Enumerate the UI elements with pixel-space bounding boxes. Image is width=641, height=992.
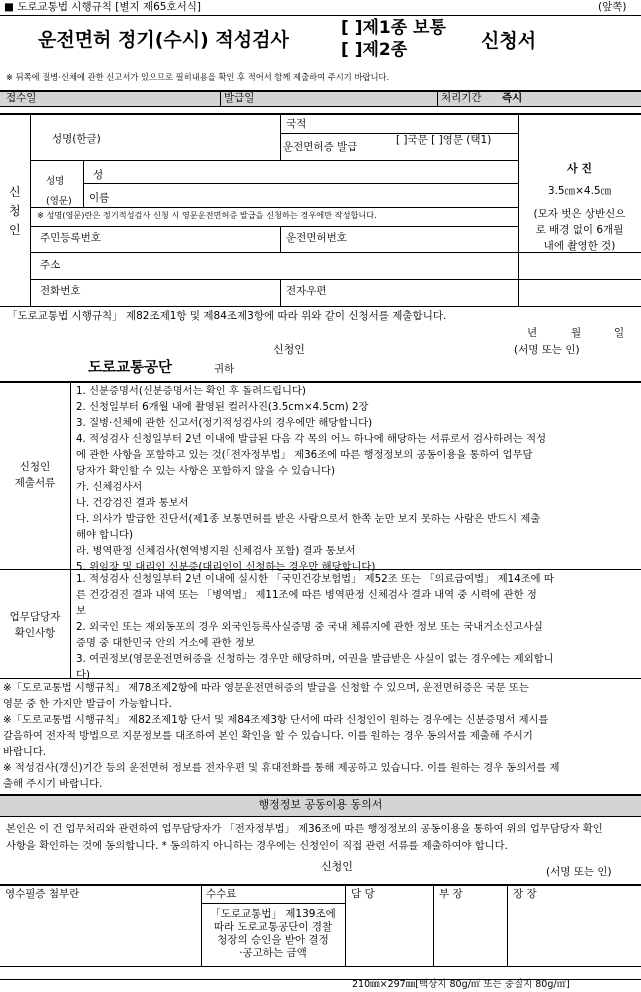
receipt-stamp-area-label: 영수필증 첨부란 [5, 888, 80, 900]
issue-date-label: 발급일 [224, 92, 255, 104]
english-name-note: ※ 성명(영문)란은 정기적성검사 신청 시 영문운전면허증 발급을 신청하는 경우에만 작성합니다. [37, 210, 377, 220]
consent-text: 본인은 이 건 업무처리와 관련하여 업무담당자가 「전자정부법」 제36조에 따른 행정정보의 공동이용을 통하여 위의 업무담당자 확인 사항을 확인하는 것에 동의합니다. * 동의하지 아니하는 경우에는 신청인이 직접 관련 서류를 제출하여야 합니다. [6, 823, 603, 852]
photo-instructions: (모자 벗은 상반신으 로 배경 없이 6개월 내에 촬영한 것) [533, 208, 626, 252]
chief-label: 부 장 [439, 888, 463, 900]
notes-list: ※「도로교통법 시행규칙」 제78조제2항에 따라 영문운전면허증의 발급을 신청할 수 있으며, 운전면허증은 국문 또는 영문 중 한 가지만 발급이 가능합니다. ※「도로교통법 시행규칙」 제82조제1항 단서 및 제84조제3항 단서에 따라 신청인이 원하는 경우에는 신분증명서 제시를 갈음하여 전자적 방법으로 지문정보를 대조하여 본인 확인을 할 수 있습니다. 이를 원하는 경우 동의서를 제출해 주시기 바랍니다. ※ 적성검사(갱신)기간 등의 운전면허 정보를 전자우편 및 휴대전화를 통해 제공하고 있습니다. 이를 원하는 경우 동의서를 제 출해 주시기 바랍니다. [3, 682, 560, 790]
license-issue-options[interactable]: [ ]국문 [ ]영문 (택1) [396, 134, 492, 146]
officer-check-label: 업무담당자 확인사항 [9, 611, 61, 639]
declaration-sign-label: (서명 또는 인) [514, 344, 580, 356]
name-korean-label: 성명(한글) [52, 133, 101, 145]
name-english-label: 성명 (영문) [46, 176, 72, 207]
address-label: 주소 [40, 259, 61, 271]
license-number-label: 운전면허번호 [286, 232, 347, 244]
surname-label: 성 [93, 169, 104, 181]
form-reference: ■ 도로교통법 시행규칙 [별지 제65호서식] [4, 1, 201, 13]
email-label: 전자우편 [286, 285, 327, 297]
processing-period-value: 즉시 [502, 92, 523, 104]
photo-title: 사 진 [566, 162, 593, 175]
recipient-name: 도로교통공단 [88, 360, 173, 376]
fee-description: 「도로교통법」 제139조에 따라 도로교통공단이 경찰 청장의 승인을 받아 결정 ·공고하는 금액 [210, 908, 336, 959]
paper-spec: 210㎜×297㎜[백상지 80g/㎡ 또는 중질지 80g/㎡] [352, 979, 570, 990]
consent-applicant-label: 신청인 [321, 860, 353, 873]
receipt-date-label: 접수일 [6, 92, 37, 104]
resident-number-label: 주민등록번호 [40, 232, 101, 244]
officer-label: 담 당 [351, 888, 375, 900]
processing-period-label: 처리기간 [441, 92, 482, 104]
receipt-row [0, 90, 641, 107]
form-title-suffix: 신청서 [481, 30, 537, 52]
declaration-applicant-label: 신청인 [273, 343, 305, 356]
phone-label: 전화번호 [40, 285, 81, 297]
given-name-label: 이름 [89, 192, 110, 204]
month-label: 월 [571, 327, 582, 339]
consent-title: 행정정보 공동이용 동의서 [258, 798, 383, 811]
fee-label: 수수료 [206, 888, 237, 900]
page-side-label: (앞쪽) [598, 1, 627, 13]
applicant-documents-label: 신청인 제출서류 [14, 461, 56, 489]
declaration-text: 「도로교통법 시행규칙」 제82조제1항 및 제84조제3항에 따라 위와 같이 신청서를 제출합니다. [7, 310, 447, 322]
recipient-suffix: 귀하 [214, 363, 235, 375]
license-type-2: [ ]제2종 [341, 40, 408, 60]
day-label: 일 [614, 327, 625, 339]
nationality-label: 국적 [286, 118, 307, 130]
applicant-documents-list: 1. 신분증명서(신분증명서는 확인 후 돌려드립니다) 2. 신청일부터 6개월 내에 촬영된 컬러사진(3.5cm×4.5cm) 2장 3. 질병·신체에 관한 신고서(정기적성검사의 경우에만 해당합니다) 4. 적성검사 신청일부터 2년 이내에 발급된 다음 각 목의 어느 하나에 해당하는 서류로서 검사하려는 적성 에 관한 사항을 포함하고 있는 것(「전자정부법」 제36조에 따른 행정정보의 공동이용을 통하여 업무담 당자가 확인할 수 있는 사항은 포함하지 않을 수 있습니다) 가. 신체검사서 나. 건강검진 결과 통보서 다. 의사가 발급한 진단서(제1종 보통면허를 받은 사람으로서 한쪽 눈만 보지 못하는 사람은 반드시 제출 해야 합니다) 라. 병역판정 신체검사(현역병지원 신체검사 포함) 결과 통보서 5. 위임장 및 대리인 신분증(대리인이 신청하는 경우만 해당합니다) [76, 385, 547, 573]
year-label: 년 [527, 327, 538, 339]
license-issue-label: 운전면허증 발급 [283, 141, 358, 153]
photo-size: 3.5㎝×4.5㎝ [547, 185, 612, 197]
applicant-side-label: 신 청 인 [9, 185, 21, 237]
form-title: 운전면허 정기(수시) 적성검사 [38, 29, 289, 51]
top-notice: ※ 뒤쪽에 질병·신체에 관한 신고서가 있으므로 필히내용을 확인 후 적어서 함께 제출하여 주시기 바랍니다. [6, 72, 390, 82]
officer-check-list: 1. 적성검사 신청일부터 2년 이내에 실시한 「국민건강보험법」 제52조 또는 「의료급여법」 제14조에 따 른 건강검진 결과 내역 또는 「병역법」 제11조에 따른 병역판정 신체검사 결과 내역 중 시력에 관한 정 보 2. 외국인 또는 재외동포의 경우 외국인등록사실증명 중 국내 체류지에 관한 정보 또는 국내거소신고사실 증명 중 대한민국 안의 거소에 관한 정보 3. 여권정보(영문운전면허증을 신청하는 경우만 해당하며, 여권을 발급받은 사실이 없는 경우에는 제외합니 다) [76, 573, 554, 681]
license-type-1: [ ]제1종 보통 [341, 18, 446, 38]
head-label: 장 장 [513, 888, 537, 900]
consent-sign-label: (서명 또는 인) [546, 866, 612, 878]
